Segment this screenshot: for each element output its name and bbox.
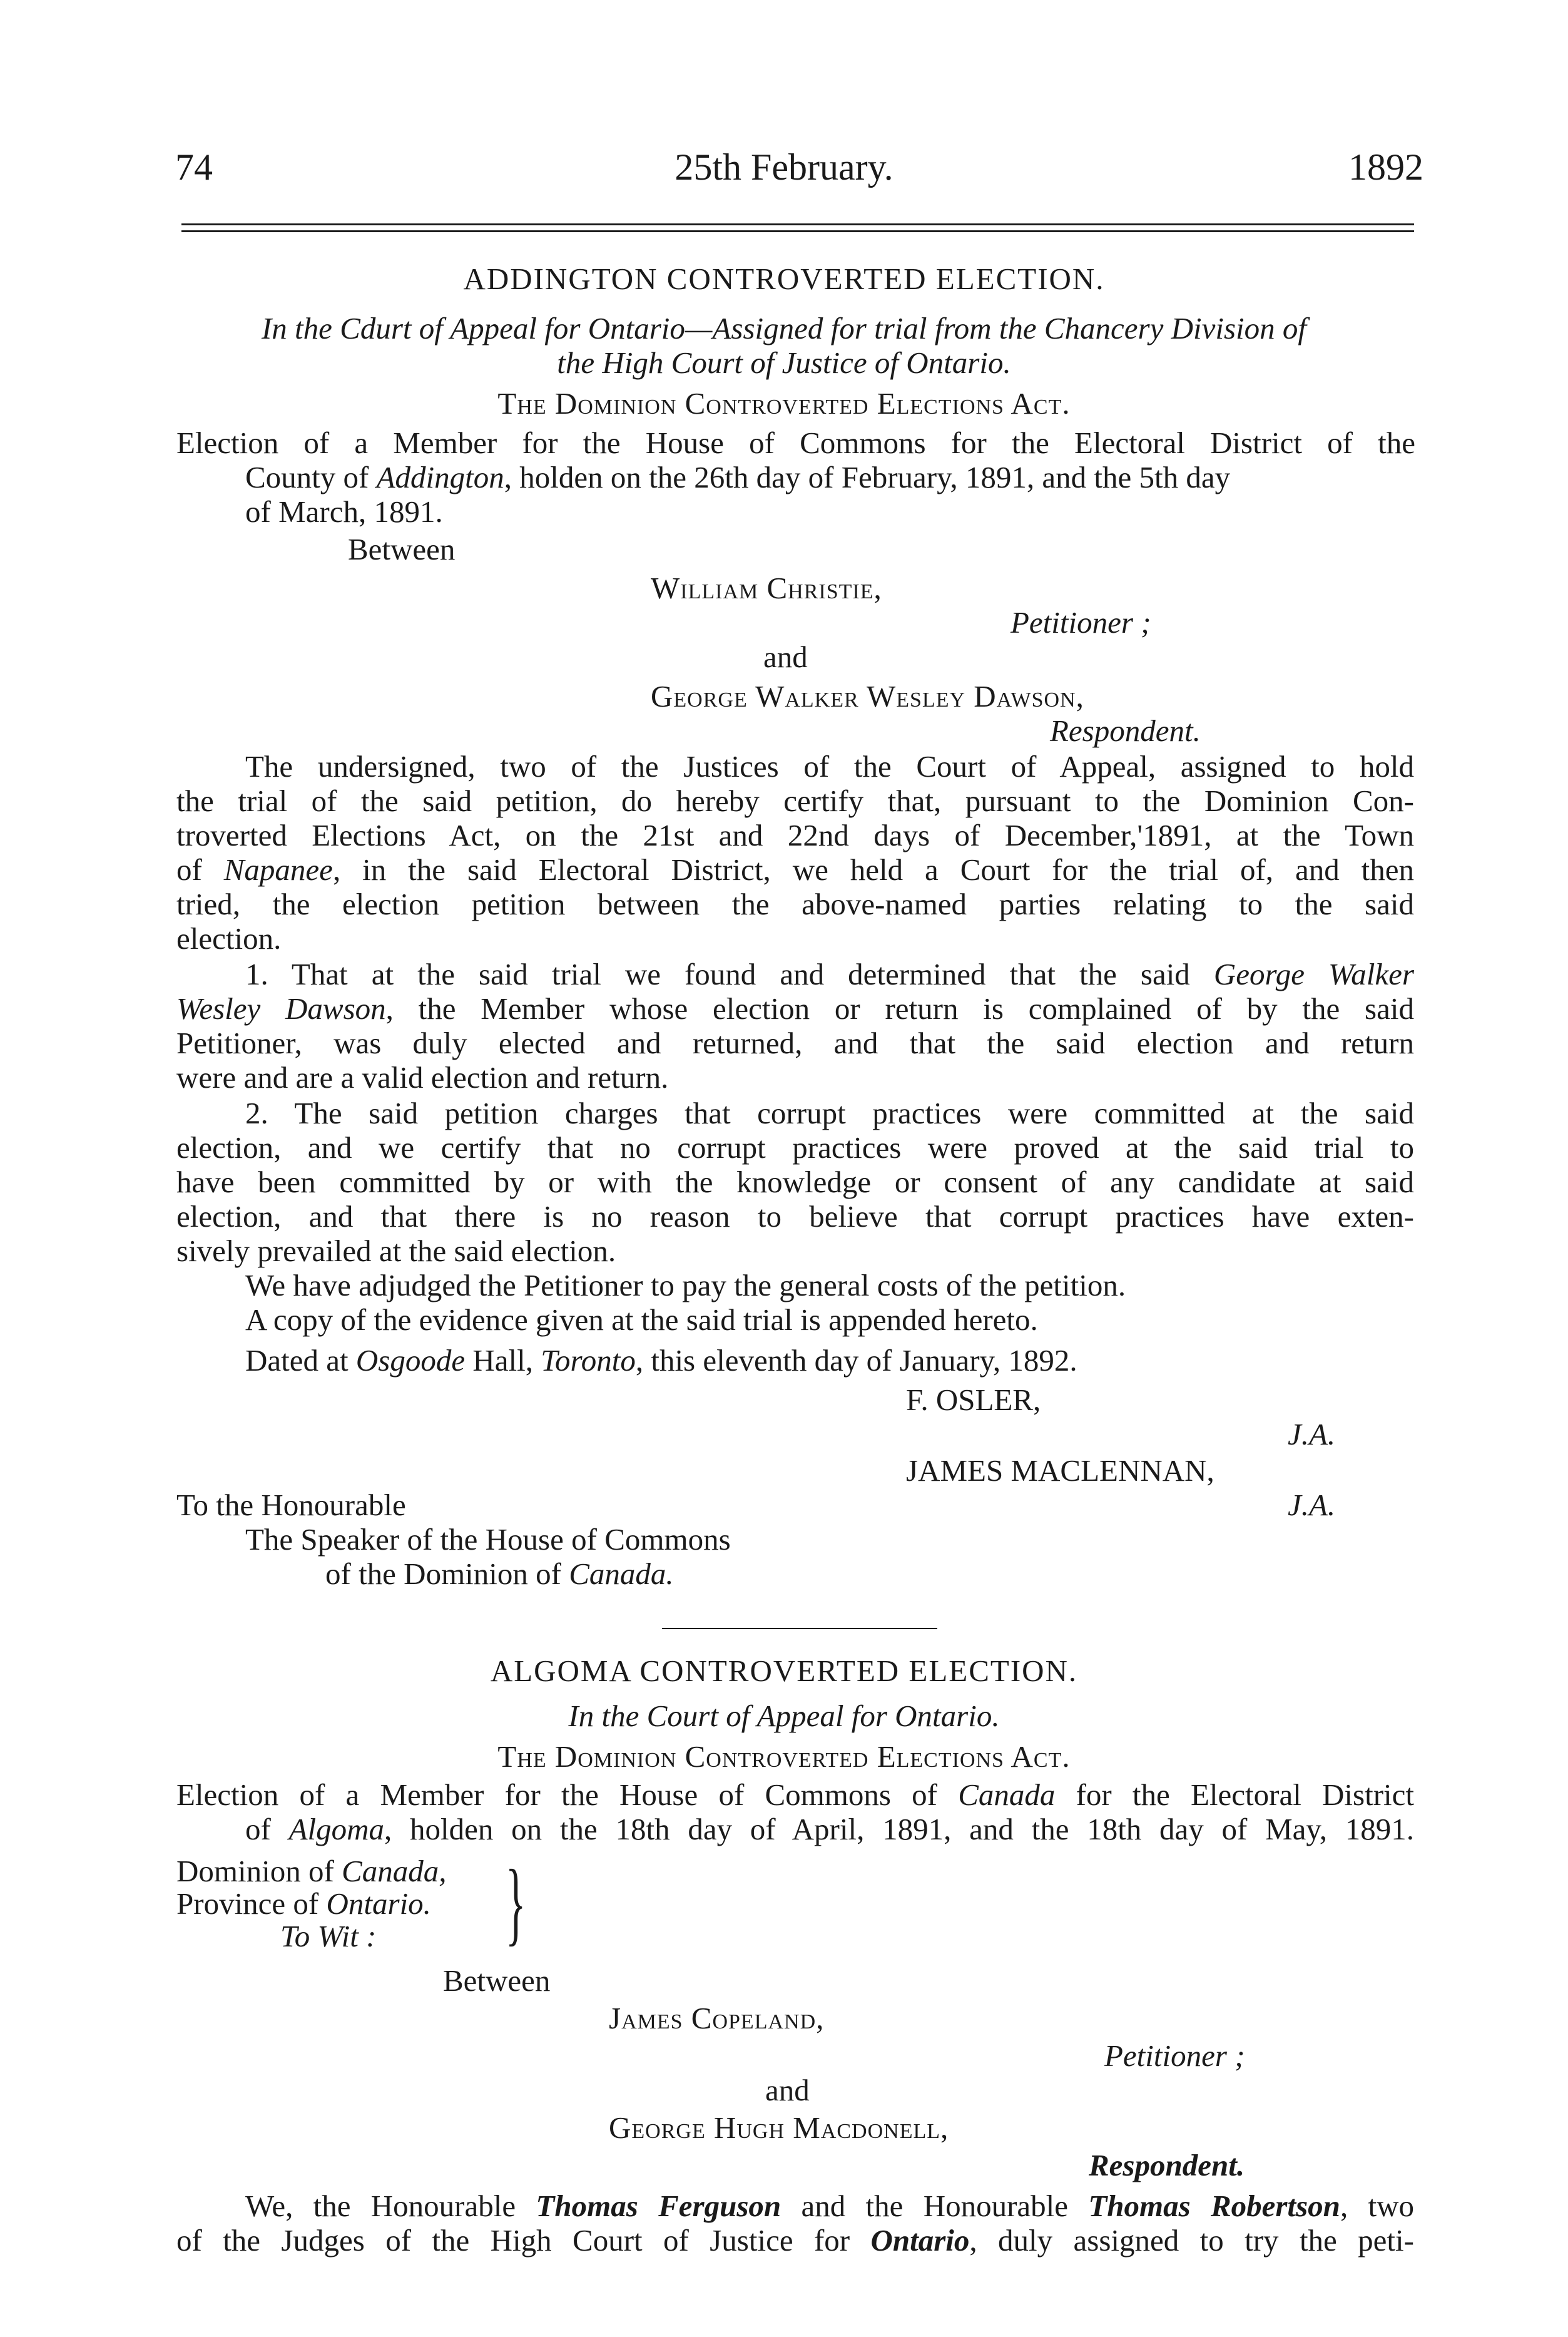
addington-costs: We have adjudged the Petitioner to pay the general costs of the petition. bbox=[245, 1268, 1126, 1302]
algoma-respondent-name: George Hugh Macdonell, bbox=[609, 2110, 949, 2145]
algoma-para1-line-2 bbox=[176, 2222, 1414, 2259]
place-name: Algoma bbox=[288, 1812, 384, 1846]
algoma-election-line-1 bbox=[176, 1776, 1414, 1814]
addington-para1-line-1: The undersigned, two of the Justices of the Court of Appeal, assigned to hold bbox=[245, 749, 1414, 784]
venue-line-2 bbox=[176, 1885, 431, 1923]
addington-between: Between bbox=[348, 532, 456, 566]
text: County of bbox=[245, 460, 377, 494]
signature-maclennan-title: J.A. bbox=[1288, 1488, 1336, 1522]
addington-petitioner-role: Petitioner ; bbox=[1011, 605, 1151, 640]
addington-respondent-role: Respondent. bbox=[1050, 713, 1201, 748]
text: of the Judges of the High Court of Justice for bbox=[176, 2223, 871, 2258]
text: of the Dominion of bbox=[325, 1557, 569, 1591]
addington-title: ADDINGTON CONTROVERTED ELECTION. bbox=[463, 262, 1105, 296]
algoma-petitioner-name: James Copeland, bbox=[609, 2001, 825, 2035]
person-name: Wesley Dawson bbox=[176, 991, 386, 1026]
addington-para2-line-4: were and are a valid election and return. bbox=[176, 1060, 669, 1095]
text: of bbox=[245, 1812, 289, 1846]
text: Election of a Member for the House of Commons of bbox=[176, 1777, 959, 1812]
place-name: Canada bbox=[958, 1777, 1056, 1812]
addington-para3-line-2: election, and we certify that no corrupt practices were proved at the said trial to bbox=[176, 1130, 1414, 1165]
place-name: Canada, bbox=[342, 1854, 447, 1888]
addington-para2-line-1 bbox=[245, 956, 1414, 993]
header-rule-bottom bbox=[181, 230, 1414, 232]
place-name: Ontario bbox=[870, 2223, 970, 2258]
text: , this eleventh day of January, 1892. bbox=[635, 1343, 1077, 1378]
addington-evidence: A copy of the evidence given at the said trial is appended hereto. bbox=[245, 1302, 1038, 1337]
text: , two bbox=[1340, 2189, 1414, 2223]
running-head-date: 25th February. bbox=[675, 146, 893, 188]
addressee-line-1: To the Honourable bbox=[176, 1488, 406, 1522]
addington-court-line-1: In the Cdurt of Appeal for Ontario—Assigned for trial from the Chancery Division of bbox=[261, 311, 1307, 345]
place-name: Napanee bbox=[223, 852, 333, 887]
addington-para1-line-2: the trial of the said petition, do hereby certify that, pursuant to the Dominion Con- bbox=[176, 784, 1414, 818]
section-divider bbox=[662, 1628, 937, 1629]
text: Dominion of bbox=[176, 1854, 342, 1888]
algoma-respondent-role: Respondent. bbox=[1089, 2148, 1245, 2182]
algoma-para1-line-1 bbox=[245, 2187, 1414, 2225]
addington-para1-line-5: tried, the election petition between the above-named parties relating to the said bbox=[176, 887, 1414, 921]
addington-para3-line-5: sively prevailed at the said election. bbox=[176, 1234, 616, 1268]
text: and the Honourable bbox=[781, 2189, 1089, 2223]
venue-line-3: To Wit : bbox=[280, 1919, 377, 1953]
addington-court-line-2: the High Court of Justice of Ontario. bbox=[557, 345, 1011, 380]
page-number: 74 bbox=[175, 146, 213, 188]
text: , holden on the 26th day of February, 1891, and the 5th day bbox=[504, 460, 1231, 494]
algoma-petitioner-role: Petitioner ; bbox=[1104, 2038, 1245, 2073]
addington-election-line-1: Election of a Member for the House of Commons for the Electoral District of the bbox=[176, 426, 1415, 460]
place-name: Ontario. bbox=[326, 1886, 431, 1921]
place-name: Addington bbox=[376, 460, 504, 494]
algoma-election-line-2 bbox=[245, 1811, 1414, 1848]
addington-para1-line-4 bbox=[176, 851, 1414, 889]
person-name: Thomas Ferguson bbox=[536, 2189, 781, 2223]
addressee-line-2: The Speaker of the House of Commons bbox=[245, 1522, 731, 1557]
addington-para2-line-3: Petitioner, was duly elected and returned, and that the said election and return bbox=[176, 1026, 1414, 1060]
person-name: George Walker bbox=[1213, 957, 1414, 991]
algoma-and: and bbox=[765, 2073, 810, 2107]
text: , the Member whose election or return is complained of by the said bbox=[385, 991, 1414, 1026]
text: of bbox=[176, 852, 224, 887]
addington-para1-line-6: election. bbox=[176, 921, 282, 956]
venue-line-1 bbox=[176, 1853, 446, 1890]
addington-election-line-3: of March, 1891. bbox=[245, 494, 443, 529]
venue-brace: } bbox=[506, 1851, 526, 1955]
algoma-act: The Dominion Controverted Elections Act. bbox=[497, 1739, 1071, 1774]
addington-respondent-name: George Walker Wesley Dawson, bbox=[651, 679, 1084, 713]
addressee-line-3 bbox=[325, 1555, 674, 1593]
text: for the Electoral District bbox=[1055, 1777, 1414, 1812]
algoma-title: ALGOMA CONTROVERTED ELECTION. bbox=[490, 1654, 1078, 1688]
text: Dated at bbox=[245, 1343, 356, 1378]
signature-osler: F. OSLER, bbox=[906, 1383, 1041, 1417]
place-name: Osgoode bbox=[355, 1343, 466, 1378]
addington-petitioner-name: William Christie, bbox=[651, 571, 882, 605]
text: , duly assigned to try the peti- bbox=[969, 2223, 1414, 2258]
addington-election-line-2 bbox=[245, 459, 1230, 496]
addington-para3-line-1: 2. The said petition charges that corrupt practices were committed at the said bbox=[245, 1096, 1414, 1130]
addington-para3-line-4: election, and that there is no reason to believe that corrupt practices have exten- bbox=[176, 1199, 1414, 1234]
signature-maclennan: JAMES MACLENNAN, bbox=[906, 1453, 1214, 1488]
text: We, the Honourable bbox=[245, 2189, 536, 2223]
text: 1. That at the said trial we found and determined that the said bbox=[245, 957, 1214, 991]
header-rule-top bbox=[181, 223, 1414, 225]
text: Province of bbox=[176, 1886, 327, 1921]
algoma-court: In the Court of Appeal for Ontario. bbox=[568, 1699, 1000, 1733]
addington-and: and bbox=[763, 640, 808, 674]
person-name: Thomas Robertson bbox=[1088, 2189, 1340, 2223]
running-head-year: 1892 bbox=[1348, 146, 1423, 188]
addington-para1-line-3: troverted Elections Act, on the 21st and 22nd days of December,'1891, at the Town bbox=[176, 818, 1414, 852]
addington-para2-line-2 bbox=[176, 990, 1414, 1028]
text: Hall, bbox=[465, 1343, 541, 1378]
addington-act: The Dominion Controverted Elections Act. bbox=[497, 386, 1071, 421]
addington-dated bbox=[245, 1342, 1077, 1379]
text: , in the said Electoral District, we held a Court for the trial of, and then bbox=[332, 852, 1414, 887]
addington-para3-line-3: have been committed by or with the knowledge or consent of any candidate at said bbox=[176, 1165, 1414, 1199]
place-name: Toronto bbox=[541, 1343, 636, 1378]
algoma-between: Between bbox=[443, 1963, 551, 1998]
place-name: Canada. bbox=[569, 1557, 674, 1591]
text: , holden on the 18th day of April, 1891, and the 18th day of May, 1891. bbox=[384, 1812, 1414, 1846]
signature-osler-title: J.A. bbox=[1288, 1417, 1336, 1451]
